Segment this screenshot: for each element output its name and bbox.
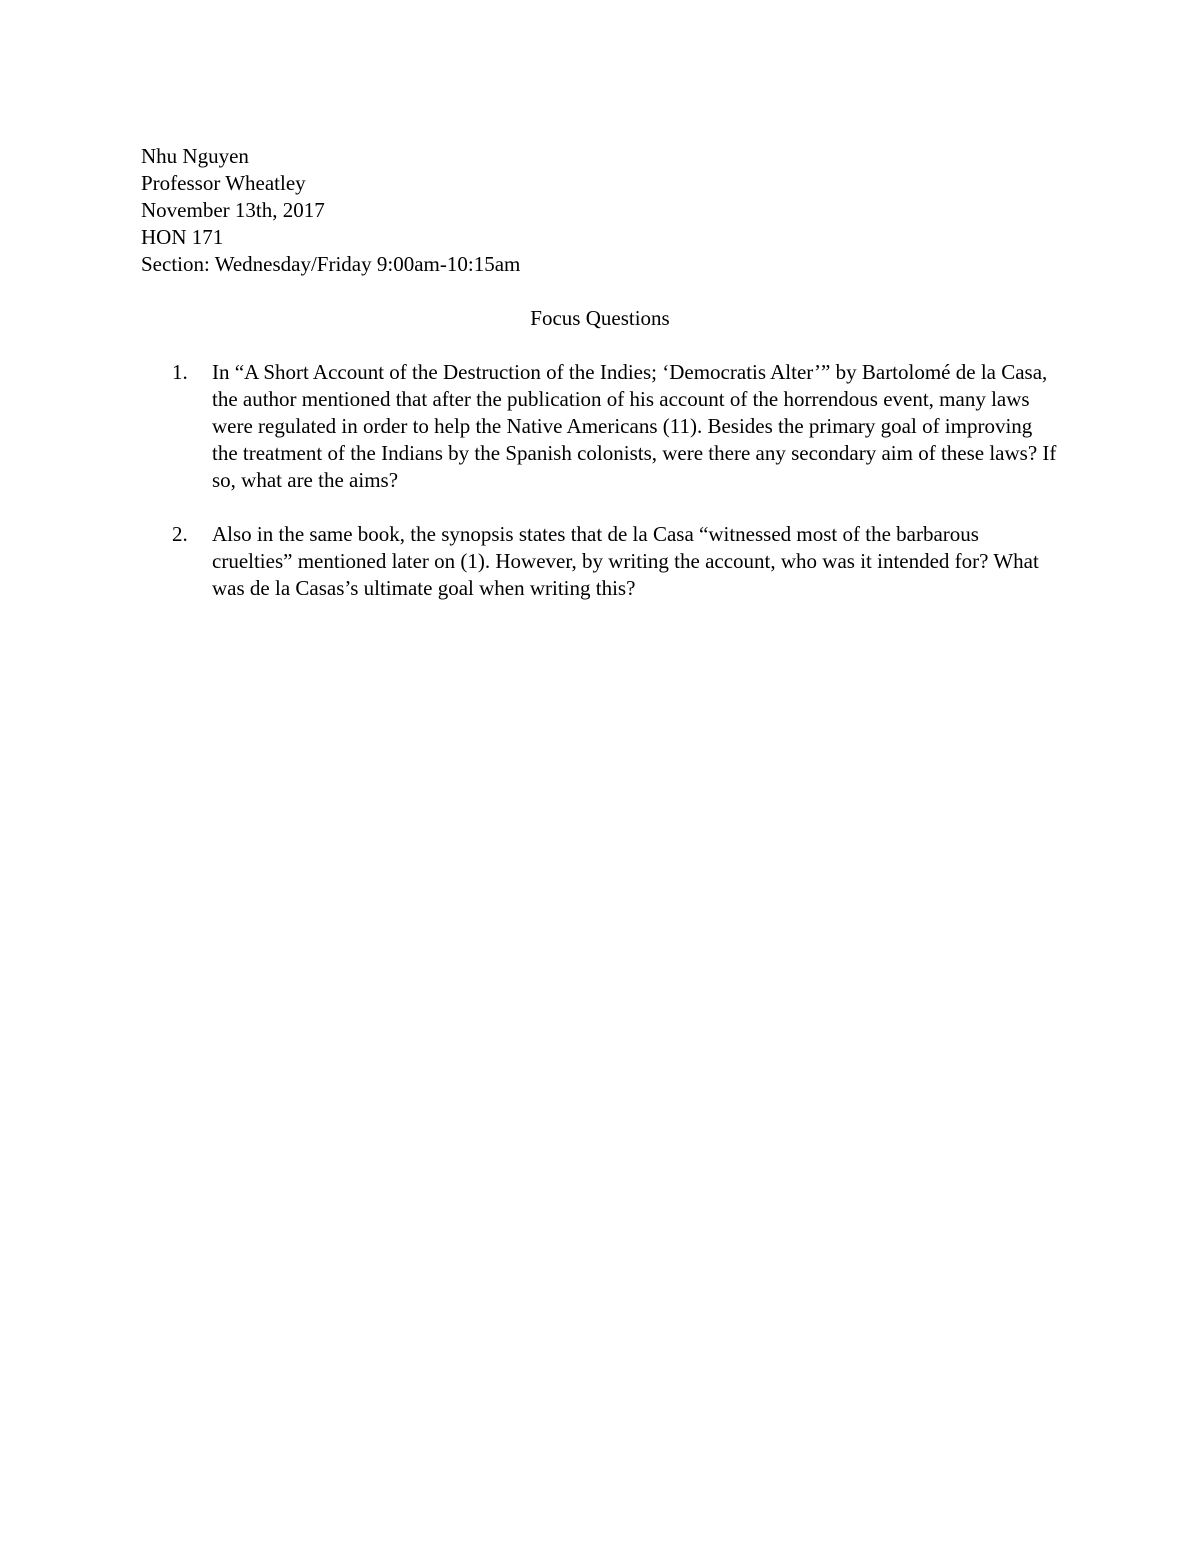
course-section: Section: Wednesday/Friday 9:00am-10:15am bbox=[141, 252, 521, 276]
question-text: In “A Short Account of the Destruction of the Indies; ‘Democratis Alter’” by Bartolomé de la Casa, the author mentioned that after the publication of his account of the horrendous event, many laws were regulated in order to help the Native Americans (11). Besides the primary goal of improving the treatment of the Indians by the Spanish colonists, were there any secondary aim of these laws? If so, what are the aims? bbox=[212, 360, 1057, 492]
course-code: HON 171 bbox=[141, 225, 224, 249]
document-title: Focus Questions bbox=[530, 306, 670, 330]
question-number: 1. bbox=[172, 360, 188, 384]
question-number: 2. bbox=[172, 522, 188, 546]
document-header bbox=[141, 143, 520, 278]
professor-name: Professor Wheatley bbox=[141, 171, 306, 195]
question-text: Also in the same book, the synopsis states that de la Casa “witnessed most of the barbarous cruelties” mentioned later on (1). However, by writing the account, who was it intended for? What was de la Casas’s ultimate goal when writing this? bbox=[212, 522, 1039, 600]
question-list bbox=[172, 359, 1062, 629]
author-name: Nhu Nguyen bbox=[141, 144, 249, 168]
question-item bbox=[172, 359, 1062, 494]
document-date: November 13th, 2017 bbox=[141, 198, 325, 222]
question-item bbox=[172, 521, 1062, 602]
